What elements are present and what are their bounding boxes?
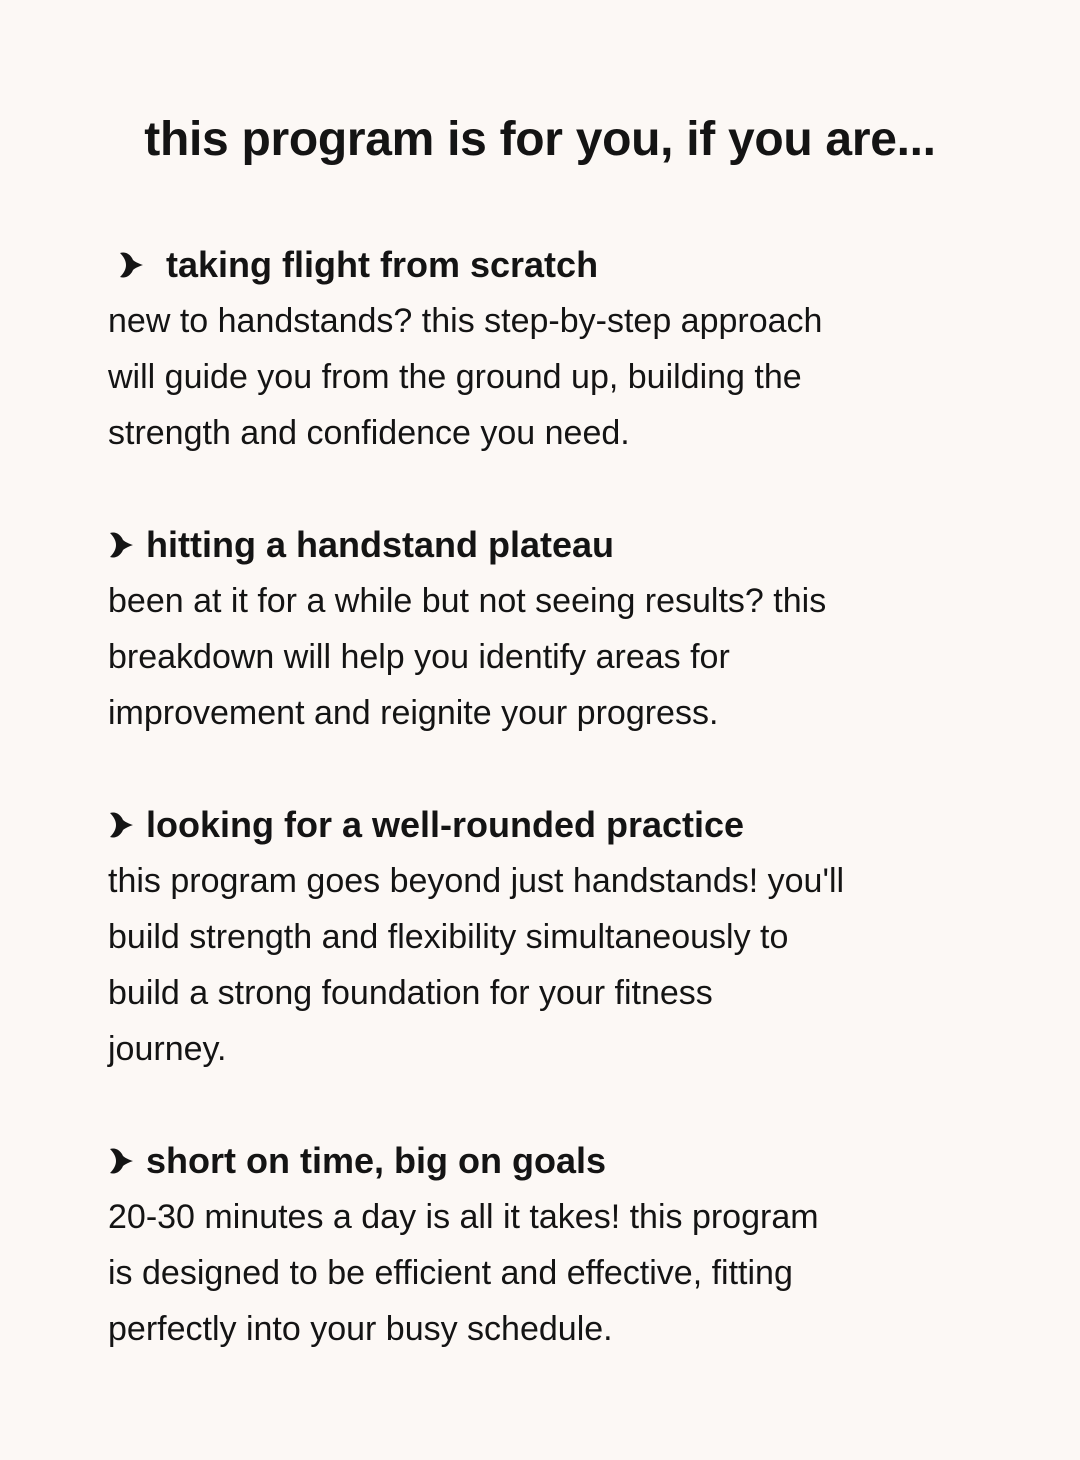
section-heading-text: taking flight from scratch (166, 244, 599, 285)
section-body: been at it for a while but not seeing results? this breakdown will help you identify areas for improvement and reignite your progress. (108, 582, 827, 732)
page-title: this program is for you, if you are... (144, 113, 936, 166)
heart-arrow-bullet-icon (108, 810, 134, 840)
section-heading (108, 517, 988, 573)
list-item (108, 1133, 988, 1357)
heart-arrow-bullet-icon (118, 250, 144, 280)
heart-arrow-bullet-icon (108, 1146, 134, 1176)
section-heading (108, 797, 988, 853)
section-body: this program goes beyond just handstands! you'll build strength and flexibility simultaneously to build a strong foundation for your fitness journey. (108, 862, 845, 1068)
list-item (108, 237, 988, 461)
heart-arrow-bullet-icon (108, 530, 134, 560)
section-heading (108, 1133, 988, 1189)
section-heading-text: short on time, big on goals (146, 1140, 607, 1181)
section-body: new to handstands? this step-by-step approach will guide you from the ground up, building the strength and confidence you need. (108, 302, 823, 452)
section-heading-text: looking for a well-rounded practice (146, 804, 745, 845)
section-body: 20-30 minutes a day is all it takes! this program is designed to be efficient and effective, fitting perfectly into your busy schedule. (108, 1198, 819, 1348)
section-heading-text: hitting a handstand plateau (146, 524, 615, 565)
list-item (108, 797, 988, 1077)
list-item (108, 517, 988, 741)
section-heading (108, 237, 988, 293)
